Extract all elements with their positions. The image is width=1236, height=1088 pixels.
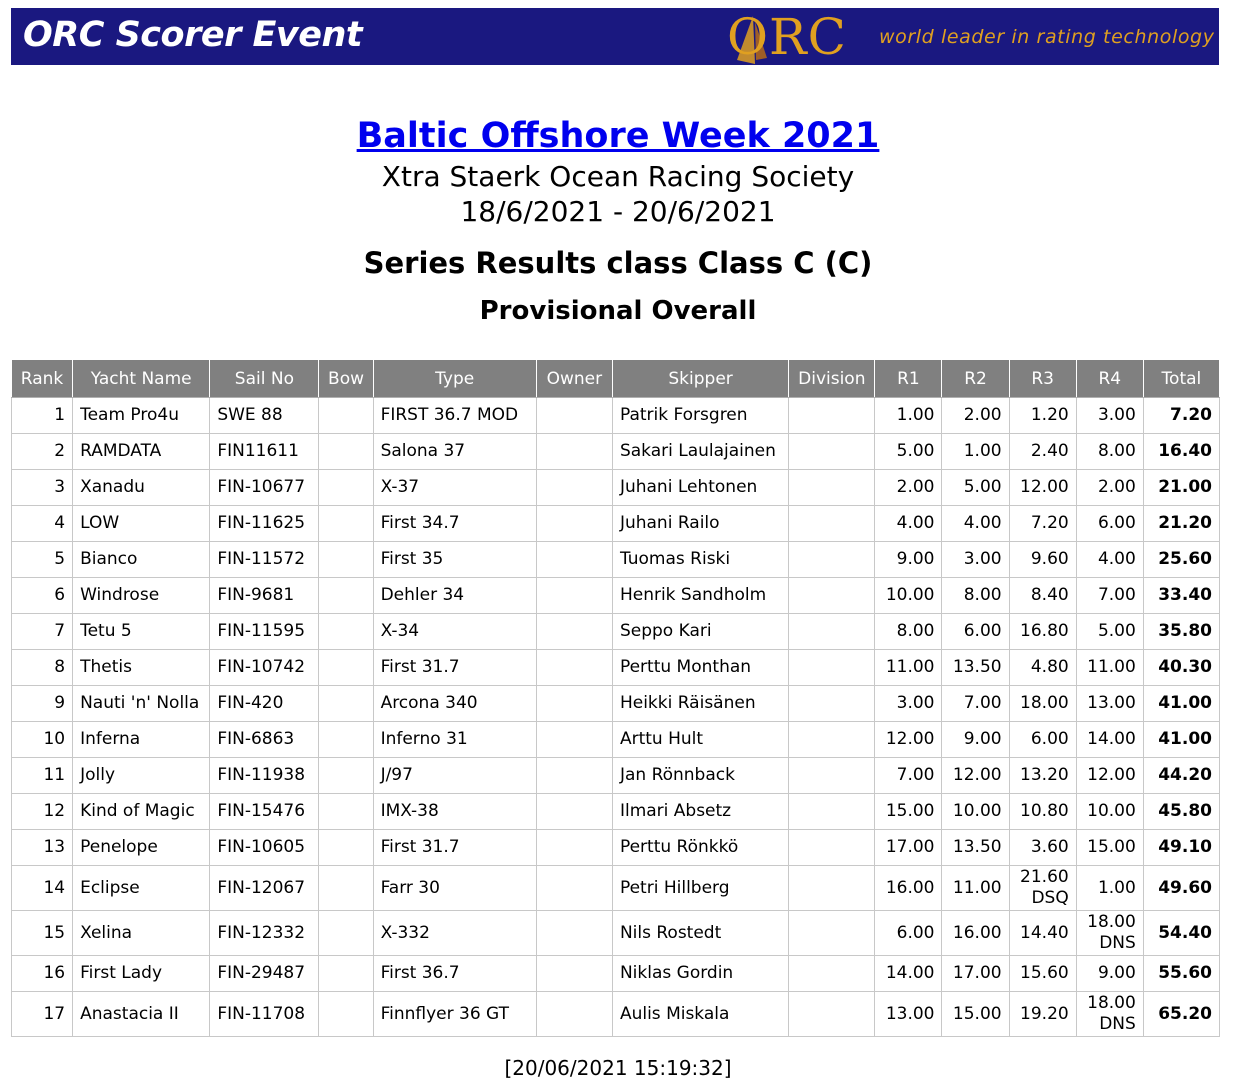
type-cell: X-332 xyxy=(373,911,536,956)
r3-cell: 2.40 xyxy=(1009,434,1076,470)
sail-no-cell: FIN-15476 xyxy=(210,794,319,830)
type-cell: X-34 xyxy=(373,614,536,650)
skipper-cell: Juhani Lehtonen xyxy=(612,470,788,506)
table-row xyxy=(12,830,1220,866)
column-header-r2: R2 xyxy=(942,360,1009,398)
owner-cell xyxy=(536,722,612,758)
r2-cell: 7.00 xyxy=(942,686,1009,722)
sail-no-cell: FIN11611 xyxy=(210,434,319,470)
total-cell: 54.40 xyxy=(1143,911,1219,956)
owner-cell xyxy=(536,578,612,614)
yacht-name-cell: Anastacia II xyxy=(73,992,210,1037)
total-cell: 49.10 xyxy=(1143,830,1219,866)
r3-cell: 6.00 xyxy=(1009,722,1076,758)
table-row xyxy=(12,470,1220,506)
column-header-yacht-name: Yacht Name xyxy=(73,360,210,398)
table-row xyxy=(12,578,1220,614)
skipper-cell: Heikki Räisänen xyxy=(612,686,788,722)
skipper-cell: Jan Rönnback xyxy=(612,758,788,794)
owner-cell xyxy=(536,992,612,1037)
total-cell: 25.60 xyxy=(1143,542,1219,578)
r1-cell: 1.00 xyxy=(875,398,942,434)
division-cell xyxy=(789,650,875,686)
owner-cell xyxy=(536,866,612,911)
penalty-code: DSQ xyxy=(1031,888,1069,908)
rank-cell: 10 xyxy=(12,722,73,758)
table-row xyxy=(12,686,1220,722)
division-cell xyxy=(789,866,875,911)
bow-cell xyxy=(319,542,373,578)
yacht-name-cell: LOW xyxy=(73,506,210,542)
r3-cell: 12.00 xyxy=(1009,470,1076,506)
rank-cell: 5 xyxy=(12,542,73,578)
sail-no-cell: FIN-10742 xyxy=(210,650,319,686)
yacht-name-cell: Windrose xyxy=(73,578,210,614)
column-header-type: Type xyxy=(373,360,536,398)
rank-cell: 15 xyxy=(12,911,73,956)
yacht-name-cell: Nauti 'n' Nolla xyxy=(73,686,210,722)
bow-cell xyxy=(319,794,373,830)
division-cell xyxy=(789,686,875,722)
division-cell xyxy=(789,722,875,758)
skipper-cell: Sakari Laulajainen xyxy=(612,434,788,470)
bow-cell xyxy=(319,506,373,542)
total-cell: 49.60 xyxy=(1143,866,1219,911)
yacht-name-cell: Inferna xyxy=(73,722,210,758)
yacht-name-cell: RAMDATA xyxy=(73,434,210,470)
sail-no-cell: FIN-11938 xyxy=(210,758,319,794)
division-cell xyxy=(789,830,875,866)
skipper-cell: Ilmari Absetz xyxy=(612,794,788,830)
r3-cell: 15.60 xyxy=(1009,956,1076,992)
r2-cell: 15.00 xyxy=(942,992,1009,1037)
table-row xyxy=(12,794,1220,830)
r4-cell: 14.00 xyxy=(1076,722,1143,758)
table-row xyxy=(12,866,1220,911)
logo-text: ORC xyxy=(727,8,847,66)
r4-cell: 4.00 xyxy=(1076,542,1143,578)
r3-cell: 1.20 xyxy=(1009,398,1076,434)
bow-cell xyxy=(319,992,373,1037)
table-row xyxy=(12,992,1220,1037)
total-cell: 21.20 xyxy=(1143,506,1219,542)
division-cell xyxy=(789,506,875,542)
footer-timestamp: [20/06/2021 15:19:32] xyxy=(504,1056,732,1080)
header-banner xyxy=(11,8,1219,65)
yacht-name-cell: Bianco xyxy=(73,542,210,578)
r1-cell: 11.00 xyxy=(875,650,942,686)
division-cell xyxy=(789,578,875,614)
r2-cell: 9.00 xyxy=(942,722,1009,758)
skipper-cell: Perttu Rönkkö xyxy=(612,830,788,866)
r1-cell: 12.00 xyxy=(875,722,942,758)
r1-cell: 14.00 xyxy=(875,956,942,992)
table-row xyxy=(12,650,1220,686)
division-cell xyxy=(789,542,875,578)
type-cell: Finnflyer 36 GT xyxy=(373,992,536,1037)
r4-cell: 7.00 xyxy=(1076,578,1143,614)
sail-no-cell: FIN-11708 xyxy=(210,992,319,1037)
r2-cell: 4.00 xyxy=(942,506,1009,542)
r2-cell: 8.00 xyxy=(942,578,1009,614)
results-table xyxy=(11,359,1220,1037)
r2-cell: 5.00 xyxy=(942,470,1009,506)
owner-cell xyxy=(536,686,612,722)
r1-cell: 3.00 xyxy=(875,686,942,722)
r4-cell: 2.00 xyxy=(1076,470,1143,506)
total-cell: 65.20 xyxy=(1143,992,1219,1037)
r4-cell: 10.00 xyxy=(1076,794,1143,830)
event-organizer: Xtra Staerk Ocean Racing Society xyxy=(381,160,855,193)
rank-cell: 16 xyxy=(12,956,73,992)
banner-tagline: world leader in rating technology xyxy=(879,26,1215,48)
bow-cell xyxy=(319,398,373,434)
total-cell: 44.20 xyxy=(1143,758,1219,794)
event-title-link[interactable]: Baltic Offshore Week 2021 xyxy=(356,116,880,156)
r2-cell: 3.00 xyxy=(942,542,1009,578)
r4-cell: 13.00 xyxy=(1076,686,1143,722)
bow-cell xyxy=(319,911,373,956)
column-header-skipper: Skipper xyxy=(612,360,788,398)
owner-cell xyxy=(536,398,612,434)
rank-cell: 3 xyxy=(12,470,73,506)
yacht-name-cell: Team Pro4u xyxy=(73,398,210,434)
bow-cell xyxy=(319,434,373,470)
orc-logo xyxy=(725,10,865,64)
owner-cell xyxy=(536,470,612,506)
yacht-name-cell: Thetis xyxy=(73,650,210,686)
r3-cell: 7.20 xyxy=(1009,506,1076,542)
skipper-cell: Perttu Monthan xyxy=(612,650,788,686)
r1-cell: 4.00 xyxy=(875,506,942,542)
owner-cell xyxy=(536,434,612,470)
r4-cell: 6.00 xyxy=(1076,506,1143,542)
r1-cell: 5.00 xyxy=(875,434,942,470)
owner-cell xyxy=(536,956,612,992)
yacht-name-cell: First Lady xyxy=(73,956,210,992)
rank-cell: 12 xyxy=(12,794,73,830)
sail-no-cell: FIN-9681 xyxy=(210,578,319,614)
r2-cell: 11.00 xyxy=(942,866,1009,911)
total-cell: 7.20 xyxy=(1143,398,1219,434)
yacht-name-cell: Jolly xyxy=(73,758,210,794)
rank-cell: 17 xyxy=(12,992,73,1037)
owner-cell xyxy=(536,506,612,542)
owner-cell xyxy=(536,794,612,830)
table-row xyxy=(12,722,1220,758)
rank-cell: 4 xyxy=(12,506,73,542)
r2-cell: 16.00 xyxy=(942,911,1009,956)
bow-cell xyxy=(319,758,373,794)
sail-no-cell: FIN-11595 xyxy=(210,614,319,650)
division-cell xyxy=(789,470,875,506)
owner-cell xyxy=(536,650,612,686)
owner-cell xyxy=(536,758,612,794)
r1-cell: 10.00 xyxy=(875,578,942,614)
sail-no-cell: FIN-10677 xyxy=(210,470,319,506)
r2-cell: 1.00 xyxy=(942,434,1009,470)
r2-cell: 13.50 xyxy=(942,830,1009,866)
bow-cell xyxy=(319,722,373,758)
type-cell: Arcona 340 xyxy=(373,686,536,722)
rank-cell: 6 xyxy=(12,578,73,614)
type-cell: Farr 30 xyxy=(373,866,536,911)
r1-cell: 8.00 xyxy=(875,614,942,650)
table-row xyxy=(12,758,1220,794)
event-dates: 18/6/2021 - 20/6/2021 xyxy=(460,195,776,228)
table-header-row xyxy=(12,360,1220,398)
type-cell: FIRST 36.7 MOD xyxy=(373,398,536,434)
r3-cell: 14.40 xyxy=(1009,911,1076,956)
total-cell: 45.80 xyxy=(1143,794,1219,830)
bow-cell xyxy=(319,830,373,866)
r2-cell: 6.00 xyxy=(942,614,1009,650)
series-title: Series Results class Class C (C) xyxy=(363,246,873,280)
division-cell xyxy=(789,992,875,1037)
rank-cell: 7 xyxy=(12,614,73,650)
sail-no-cell: FIN-29487 xyxy=(210,956,319,992)
r3-cell: 8.40 xyxy=(1009,578,1076,614)
r3-cell: 4.80 xyxy=(1009,650,1076,686)
type-cell: First 31.7 xyxy=(373,650,536,686)
column-header-owner: Owner xyxy=(536,360,612,398)
table-row xyxy=(12,614,1220,650)
column-header-r3: R3 xyxy=(1009,360,1076,398)
r1-cell: 16.00 xyxy=(875,866,942,911)
sail-no-cell: SWE 88 xyxy=(210,398,319,434)
total-cell: 55.60 xyxy=(1143,956,1219,992)
skipper-cell: Tuomas Riski xyxy=(612,542,788,578)
table-row xyxy=(12,398,1220,434)
total-cell: 16.40 xyxy=(1143,434,1219,470)
skipper-cell: Juhani Railo xyxy=(612,506,788,542)
rank-cell: 9 xyxy=(12,686,73,722)
table-row xyxy=(12,911,1220,956)
skipper-cell: Arttu Hult xyxy=(612,722,788,758)
type-cell: First 36.7 xyxy=(373,956,536,992)
type-cell: X-37 xyxy=(373,470,536,506)
division-cell xyxy=(789,434,875,470)
table-body xyxy=(12,398,1220,1037)
table-row xyxy=(12,542,1220,578)
yacht-name-cell: Kind of Magic xyxy=(73,794,210,830)
bow-cell xyxy=(319,956,373,992)
rank-cell: 13 xyxy=(12,830,73,866)
owner-cell xyxy=(536,911,612,956)
division-cell xyxy=(789,956,875,992)
r4-cell: 18.00 DNS xyxy=(1076,992,1143,1037)
r2-cell: 10.00 xyxy=(942,794,1009,830)
skipper-cell: Henrik Sandholm xyxy=(612,578,788,614)
column-header-total: Total xyxy=(1143,360,1219,398)
total-cell: 41.00 xyxy=(1143,686,1219,722)
bow-cell xyxy=(319,686,373,722)
r3-cell: 10.80 xyxy=(1009,794,1076,830)
r1-cell: 6.00 xyxy=(875,911,942,956)
r1-cell: 7.00 xyxy=(875,758,942,794)
column-header-r4: R4 xyxy=(1076,360,1143,398)
bow-cell xyxy=(319,650,373,686)
sail-no-cell: FIN-10605 xyxy=(210,830,319,866)
r4-cell: 12.00 xyxy=(1076,758,1143,794)
r2-cell: 2.00 xyxy=(942,398,1009,434)
total-cell: 33.40 xyxy=(1143,578,1219,614)
r3-cell: 21.60 DSQ xyxy=(1009,866,1076,911)
r1-cell: 9.00 xyxy=(875,542,942,578)
skipper-cell: Nils Rostedt xyxy=(612,911,788,956)
rank-cell: 14 xyxy=(12,866,73,911)
column-header-r1: R1 xyxy=(875,360,942,398)
total-cell: 40.30 xyxy=(1143,650,1219,686)
r4-cell: 18.00 DNS xyxy=(1076,911,1143,956)
penalty-code: DNS xyxy=(1099,933,1136,953)
rank-cell: 2 xyxy=(12,434,73,470)
banner-title: ORC Scorer Event xyxy=(23,15,363,55)
penalty-code: DNS xyxy=(1099,1014,1136,1034)
yacht-name-cell: Tetu 5 xyxy=(73,614,210,650)
table-row xyxy=(12,956,1220,992)
status-title: Provisional Overall xyxy=(479,296,757,326)
yacht-name-cell: Xelina xyxy=(73,911,210,956)
r4-cell: 1.00 xyxy=(1076,866,1143,911)
skipper-cell: Patrik Forsgren xyxy=(612,398,788,434)
r2-cell: 17.00 xyxy=(942,956,1009,992)
division-cell xyxy=(789,398,875,434)
bow-cell xyxy=(319,614,373,650)
r2-cell: 12.00 xyxy=(942,758,1009,794)
division-cell xyxy=(789,614,875,650)
bow-cell xyxy=(319,470,373,506)
sail-no-cell: FIN-11625 xyxy=(210,506,319,542)
type-cell: J/97 xyxy=(373,758,536,794)
r3-cell: 18.00 xyxy=(1009,686,1076,722)
r3-cell: 13.20 xyxy=(1009,758,1076,794)
skipper-cell: Seppo Kari xyxy=(612,614,788,650)
r2-cell: 13.50 xyxy=(942,650,1009,686)
rank-cell: 8 xyxy=(12,650,73,686)
column-header-rank: Rank xyxy=(12,360,73,398)
division-cell xyxy=(789,794,875,830)
bow-cell xyxy=(319,866,373,911)
type-cell: Inferno 31 xyxy=(373,722,536,758)
total-cell: 21.00 xyxy=(1143,470,1219,506)
type-cell: First 31.7 xyxy=(373,830,536,866)
r3-cell: 3.60 xyxy=(1009,830,1076,866)
yacht-name-cell: Penelope xyxy=(73,830,210,866)
r4-cell: 11.00 xyxy=(1076,650,1143,686)
r3-cell: 19.20 xyxy=(1009,992,1076,1037)
owner-cell xyxy=(536,830,612,866)
type-cell: First 34.7 xyxy=(373,506,536,542)
yacht-name-cell: Xanadu xyxy=(73,470,210,506)
r4-cell: 15.00 xyxy=(1076,830,1143,866)
r4-cell: 8.00 xyxy=(1076,434,1143,470)
r1-cell: 2.00 xyxy=(875,470,942,506)
column-header-sail-no: Sail No xyxy=(210,360,319,398)
sail-no-cell: FIN-12067 xyxy=(210,866,319,911)
column-header-bow: Bow xyxy=(319,360,373,398)
r4-cell: 3.00 xyxy=(1076,398,1143,434)
owner-cell xyxy=(536,614,612,650)
division-cell xyxy=(789,911,875,956)
type-cell: Dehler 34 xyxy=(373,578,536,614)
r3-cell: 16.80 xyxy=(1009,614,1076,650)
skipper-cell: Petri Hillberg xyxy=(612,866,788,911)
r1-cell: 17.00 xyxy=(875,830,942,866)
table-row xyxy=(12,434,1220,470)
type-cell: Salona 37 xyxy=(373,434,536,470)
rank-cell: 11 xyxy=(12,758,73,794)
total-cell: 35.80 xyxy=(1143,614,1219,650)
bow-cell xyxy=(319,578,373,614)
division-cell xyxy=(789,758,875,794)
type-cell: First 35 xyxy=(373,542,536,578)
r1-cell: 13.00 xyxy=(875,992,942,1037)
r4-cell: 9.00 xyxy=(1076,956,1143,992)
sail-no-cell: FIN-11572 xyxy=(210,542,319,578)
owner-cell xyxy=(536,542,612,578)
r3-cell: 9.60 xyxy=(1009,542,1076,578)
table-row xyxy=(12,506,1220,542)
total-cell: 41.00 xyxy=(1143,722,1219,758)
r1-cell: 15.00 xyxy=(875,794,942,830)
sail-no-cell: FIN-6863 xyxy=(210,722,319,758)
yacht-name-cell: Eclipse xyxy=(73,866,210,911)
skipper-cell: Aulis Miskala xyxy=(612,992,788,1037)
skipper-cell: Niklas Gordin xyxy=(612,956,788,992)
sail-no-cell: FIN-420 xyxy=(210,686,319,722)
type-cell: IMX-38 xyxy=(373,794,536,830)
r4-cell: 5.00 xyxy=(1076,614,1143,650)
sail-no-cell: FIN-12332 xyxy=(210,911,319,956)
rank-cell: 1 xyxy=(12,398,73,434)
column-header-division: Division xyxy=(789,360,875,398)
